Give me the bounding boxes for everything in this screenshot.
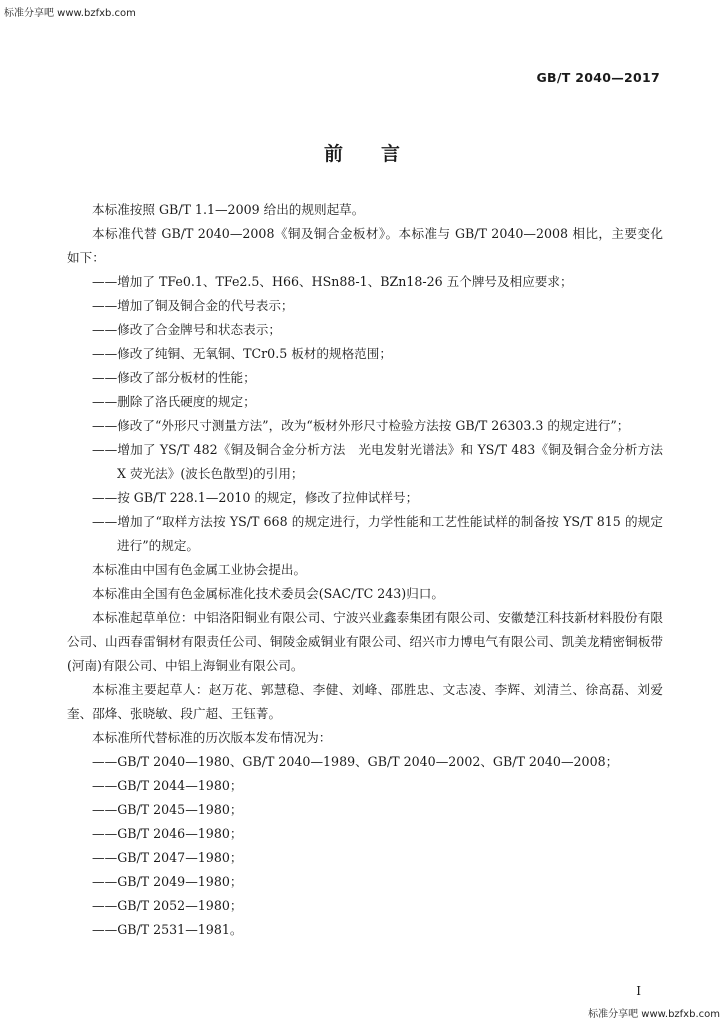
paragraph: 本标准由全国有色金属标准化技术委员会(SAC/TC 243)归口。 bbox=[92, 586, 444, 601]
change-item: ——修改了合金牌号和状态表示； bbox=[92, 322, 281, 337]
history-item: ——GB/T 2047—1980； bbox=[92, 850, 243, 865]
change-item: ——增加了 TFe0.1、TFe2.5、H66、HSn88-1、BZn18-26 五个牌号及相应要求； bbox=[92, 274, 573, 289]
page-number: I bbox=[636, 984, 641, 998]
change-item: ——按 GB/T 228.1—2010 的规定，修改了拉伸试样号； bbox=[92, 490, 419, 505]
paragraph: 本标准主要起草人：赵万花、郭慧稳、李健、刘峰、邵胜忠、文志凌、李辉、刘清兰、徐高磊、刘爱奎、邵烽、张晓敏、段广超、王钰菁。 bbox=[67, 682, 663, 721]
paragraph: 本标准按照 GB/T 1.1—2009 给出的规则起草。 bbox=[92, 202, 365, 217]
history-item: ——GB/T 2046—1980； bbox=[92, 826, 243, 841]
change-item: ——修改了纯铜、无氧铜、TCr0.5 板材的规格范围； bbox=[92, 346, 392, 361]
watermark-top: 标准分享吧 www.bzfxb.com bbox=[4, 8, 136, 19]
change-item: ——删除了洛氏硬度的规定； bbox=[92, 394, 256, 409]
history-item: ——GB/T 2045—1980； bbox=[92, 802, 243, 817]
history-item: ——GB/T 2040—1980、GB/T 2040—1989、GB/T 2040—2002、GB/T 2040—2008； bbox=[92, 754, 619, 769]
change-item: ——修改了“外形尺寸测量方法”，改为“板材外形尺寸检验方法按 GB/T 26303.3 的规定进行”； bbox=[92, 418, 630, 433]
paragraph: 本标准起草单位：中铝洛阳铜业有限公司、宁波兴业鑫泰集团有限公司、安徽楚江科技新材料股份有限公司、山西春雷铜材有限责任公司、铜陵金威铜业有限公司、绍兴市力博电气有限公司、凯美龙精密铜板带(河南)有限公司、中铝上海铜业有限公司。 bbox=[67, 610, 663, 673]
history-item: ——GB/T 2044—1980； bbox=[92, 778, 243, 793]
history-item: ——GB/T 2531—1981。 bbox=[92, 922, 243, 937]
paragraph: 本标准所代替标准的历次版本发布情况为： bbox=[92, 730, 332, 745]
change-item: ——修改了部分板材的性能； bbox=[92, 370, 256, 385]
change-item: ——增加了“取样方法按 YS/T 668 的规定进行，力学性能和工艺性能试样的制备按 YS/T 815 的规定进行”的规定。 bbox=[92, 514, 663, 553]
standard-code: GB/T 2040—2017 bbox=[536, 70, 660, 85]
foreword-body bbox=[67, 198, 676, 942]
history-item: ——GB/T 2049—1980； bbox=[92, 874, 243, 889]
change-item: ——增加了铜及铜合金的代号表示； bbox=[92, 298, 294, 313]
history-item: ——GB/T 2052—1980； bbox=[92, 898, 243, 913]
paragraph: 本标准由中国有色金属工业协会提出。 bbox=[92, 562, 307, 577]
page-title: 前言 bbox=[323, 143, 438, 165]
change-item: ——增加了 YS/T 482《铜及铜合金分析方法 光电发射光谱法》和 YS/T 483《铜及铜合金分析方法 X 荧光法》(波长色散型)的引用； bbox=[92, 442, 676, 481]
paragraph: 本标准代替 GB/T 2040—2008《铜及铜合金板材》。本标准与 GB/T 2040—2008 相比，主要变化如下： bbox=[67, 226, 663, 265]
watermark-bottom: 标准分享吧 www.bzfxb.com bbox=[588, 1009, 720, 1020]
